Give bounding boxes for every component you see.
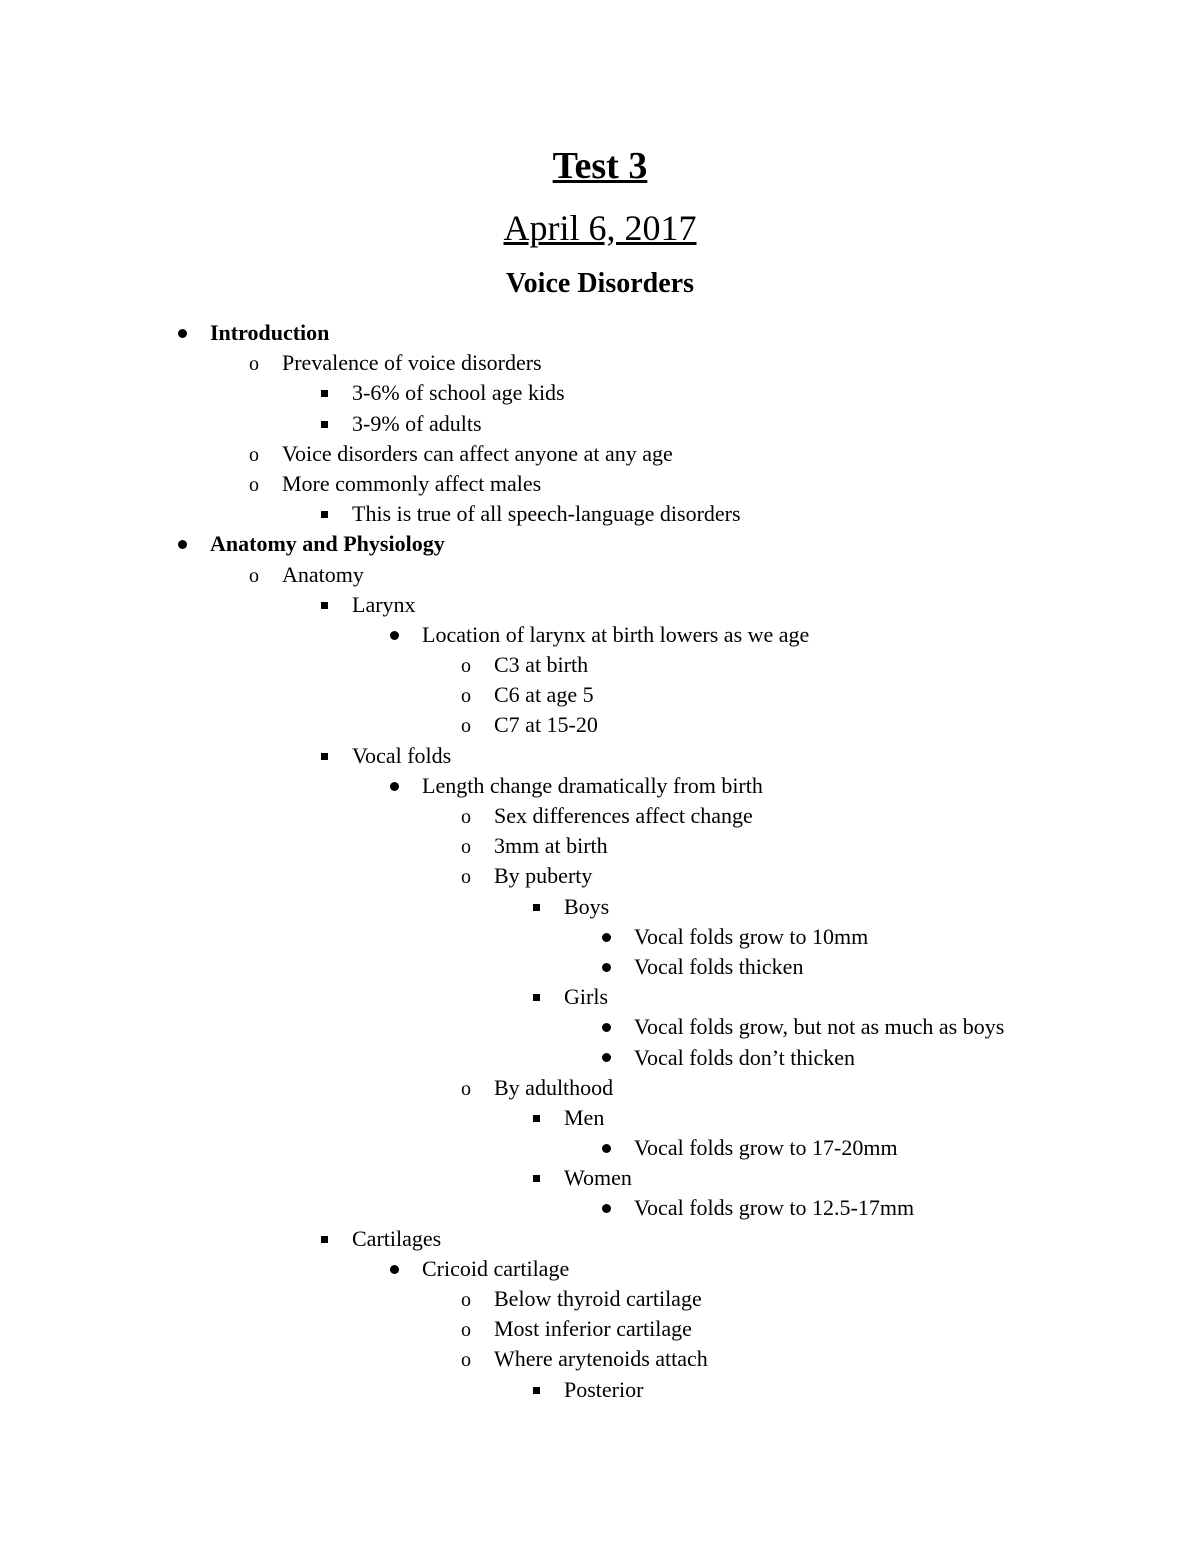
outline-item (0, 650, 1200, 680)
outline-item (0, 529, 1200, 559)
outline-item (0, 801, 1200, 831)
outline-item-text: Prevalence of voice disorders (282, 350, 542, 376)
outline-item (0, 1254, 1200, 1284)
outline-item (0, 922, 1200, 952)
outline-item (0, 1314, 1200, 1344)
bullet-dot-icon (379, 620, 409, 650)
outline-item-text: Posterior (564, 1376, 644, 1402)
outline-item (0, 1284, 1200, 1314)
outline-item (0, 831, 1200, 861)
outline-item (0, 620, 1200, 650)
outline-item (0, 771, 1200, 801)
outline-item (0, 952, 1200, 982)
outline-item (0, 590, 1200, 620)
outline-item (0, 1073, 1200, 1103)
bullet-circle-icon: o (461, 1077, 471, 1100)
bullet-square-icon (521, 982, 551, 1012)
outline-item (0, 439, 1200, 469)
bullet-square-icon (309, 590, 339, 620)
outline-item-text: 3mm at birth (494, 833, 608, 859)
bullet-circle-icon: o (461, 1319, 471, 1342)
outline-item-text: 3-6% of school age kids (352, 380, 565, 406)
outline-item (0, 409, 1200, 439)
bullet-square-icon (309, 499, 339, 529)
outline-item-text: Vocal folds don’t thicken (634, 1044, 855, 1070)
bullet-circle-icon: o (249, 473, 259, 496)
outline-item-text: By puberty (494, 863, 593, 889)
bullet-circle-icon: o (249, 353, 259, 376)
bullet-circle-icon: o (249, 443, 259, 466)
outline-item (0, 1224, 1200, 1254)
outline-item-text: Larynx (352, 591, 416, 617)
outline-item-text: 3-9% of adults (352, 410, 482, 436)
outline-item (0, 378, 1200, 408)
outline-item (0, 1375, 1200, 1405)
outline-item-text: C6 at age 5 (494, 682, 594, 708)
outline-item-text: Vocal folds (352, 742, 452, 768)
bullet-dot-icon (167, 529, 197, 559)
outline-item (0, 499, 1200, 529)
outline-item-text: Vocal folds grow to 10mm (634, 923, 869, 949)
bullet-square-icon (309, 378, 339, 408)
outline-item-text: Sex differences affect change (494, 803, 753, 828)
outline-item (0, 861, 1200, 891)
outline-item-text: Women (564, 1165, 632, 1191)
outline-item-text: Most inferior cartilage (494, 1316, 692, 1342)
bullet-square-icon (521, 1163, 551, 1193)
outline-item-text: Men (564, 1104, 605, 1130)
bullet-circle-icon: o (461, 655, 471, 678)
outline-item-text: Length change dramatically from birth (422, 772, 763, 798)
outline-item (0, 1133, 1200, 1163)
bullet-circle-icon: o (461, 685, 471, 708)
bullet-square-icon (521, 1375, 551, 1405)
outline-item (0, 680, 1200, 710)
outline-item (0, 318, 1200, 348)
outline-item (0, 1103, 1200, 1133)
outline-item-text: C7 at 15-20 (494, 712, 598, 738)
bullet-circle-icon: o (461, 866, 471, 889)
bullet-dot-icon (591, 1043, 621, 1073)
bullet-circle-icon: o (461, 836, 471, 859)
outline-item-text: Anatomy and Physiology (210, 531, 445, 557)
bullet-square-icon (521, 1103, 551, 1133)
bullet-dot-icon (591, 952, 621, 982)
outline-item (0, 1012, 1200, 1042)
outline-item-text: C3 at birth (494, 652, 589, 678)
outline-item-text: By adulthood (494, 1074, 614, 1100)
section-heading: Voice Disorders (506, 268, 694, 299)
outline-item-text: Vocal folds thicken (634, 953, 804, 979)
outline-item (0, 348, 1200, 378)
outline-item-text: Cricoid cartilage (422, 1255, 570, 1281)
outline-item (0, 1043, 1200, 1073)
outline-item-text: Girls (564, 984, 608, 1010)
bullet-square-icon (309, 741, 339, 771)
bullet-dot-icon (379, 771, 409, 801)
bullet-circle-icon: o (461, 715, 471, 738)
bullet-circle-icon: o (249, 564, 259, 587)
bullet-circle-icon: o (461, 806, 471, 828)
bullet-dot-icon (591, 1193, 621, 1223)
outline-item-text: Below thyroid cartilage (494, 1286, 702, 1311)
bullet-dot-icon (591, 1133, 621, 1163)
bullet-circle-icon: o (461, 1349, 471, 1372)
outline-item-text: Where arytenoids attach (494, 1346, 708, 1372)
bullet-dot-icon (591, 922, 621, 952)
outline-item-text: Introduction (210, 320, 330, 345)
outline-item-text: Location of larynx at birth lowers as we age (422, 621, 810, 647)
bullet-square-icon (521, 892, 551, 922)
outline-item (0, 469, 1200, 499)
bullet-dot-icon (167, 318, 197, 348)
outline-item-text: More commonly affect males (282, 470, 542, 496)
bullet-square-icon (309, 409, 339, 439)
document-date: April 6, 2017 (503, 208, 697, 248)
bullet-square-icon (309, 1224, 339, 1254)
outline-item (0, 741, 1200, 771)
document-title: Test 3 (552, 145, 648, 187)
outline-item-text: Vocal folds grow, but not as much as boys (634, 1014, 1005, 1040)
outline-item (0, 1344, 1200, 1374)
outline-item-text: Vocal folds grow to 17-20mm (634, 1135, 898, 1161)
outline-list (0, 318, 1200, 1405)
outline-item-text: Anatomy (282, 561, 364, 587)
outline-item-text: Voice disorders can affect anyone at any age (282, 440, 673, 466)
outline-item-text: Cartilages (352, 1225, 442, 1251)
outline-item (0, 1163, 1200, 1193)
outline-item (0, 560, 1200, 590)
outline-item (0, 892, 1200, 922)
outline-item-text: Boys (564, 893, 610, 919)
bullet-dot-icon (591, 1012, 621, 1042)
bullet-circle-icon: o (461, 1289, 471, 1311)
outline-item (0, 710, 1200, 740)
bullet-dot-icon (379, 1254, 409, 1284)
outline-item (0, 982, 1200, 1012)
outline-item (0, 1193, 1200, 1223)
outline-item-text: This is true of all speech-language disorders (352, 501, 741, 527)
outline-item-text: Vocal folds grow to 12.5-17mm (634, 1195, 915, 1221)
